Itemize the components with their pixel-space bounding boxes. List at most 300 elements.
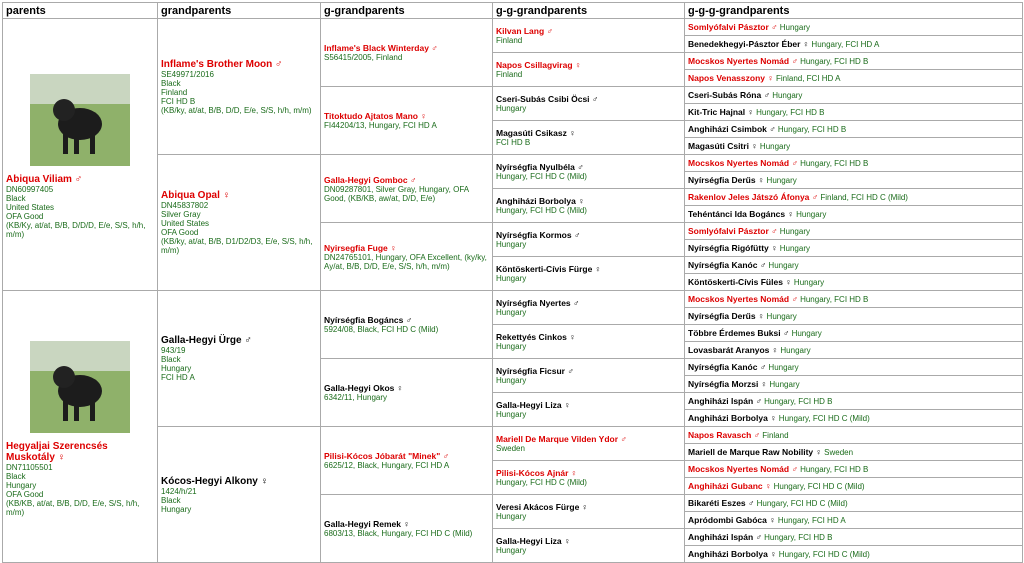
detail-line: (KB/KB, at/at, B/B, D/D, E/e, S/S, h/h, m/m) bbox=[6, 498, 140, 517]
dog-info: Hungary bbox=[777, 22, 810, 32]
dog-info: Hungary, FCI HD C (Mild) bbox=[496, 478, 587, 487]
female-icon: ♀ bbox=[579, 502, 589, 512]
dog-info: Hungary, FCI HD A bbox=[809, 39, 880, 49]
g-g-grandparent-cell bbox=[493, 19, 685, 53]
dog-name[interactable] bbox=[496, 468, 681, 478]
dog-name[interactable] bbox=[688, 192, 818, 202]
g-g-g-grandparent-cell bbox=[685, 325, 1023, 342]
female-icon: ♀ bbox=[785, 208, 794, 219]
female-icon: ♀ bbox=[765, 72, 774, 83]
male-icon: ♂ bbox=[768, 225, 778, 236]
dog-name-text: Nyírségfia Derűs bbox=[688, 174, 756, 185]
male-icon: ♂ bbox=[589, 94, 599, 104]
dog-name-text: Galla-Hegyi Gomboc bbox=[324, 174, 408, 185]
male-icon: ♂ bbox=[757, 259, 767, 270]
dog-info: Finland bbox=[760, 430, 789, 440]
detail-line: Hungary bbox=[6, 480, 37, 490]
dog-name[interactable] bbox=[688, 209, 794, 219]
male-icon: ♂ bbox=[757, 361, 767, 372]
dog-name[interactable] bbox=[688, 243, 778, 253]
female-icon: ♀ bbox=[568, 468, 578, 478]
dog-name[interactable] bbox=[324, 451, 489, 461]
dog-name-text: Tehéntánci Ida Bogáncs bbox=[688, 208, 786, 219]
dog-name-text: Nyírségfia Kormos bbox=[496, 230, 572, 240]
dog-name[interactable] bbox=[496, 94, 681, 104]
grandparent-cell bbox=[158, 155, 321, 291]
g-g-g-grandparent-cell bbox=[685, 138, 1023, 155]
dog-name-text: Galla-Hegyi Okos bbox=[324, 383, 395, 393]
dog-name[interactable] bbox=[324, 383, 489, 393]
dog-name[interactable] bbox=[688, 430, 760, 440]
dog-name-text: Anghiházi Gubanc bbox=[688, 480, 763, 491]
dog-info: Hungary, FCI HD A bbox=[775, 515, 846, 525]
g-grandparent-cell bbox=[321, 291, 493, 359]
female-icon: ♀ bbox=[387, 242, 397, 253]
dog-info: Hungary bbox=[496, 512, 527, 521]
detail-line: Black bbox=[6, 471, 26, 481]
dog-info: Hungary, FCI HD B bbox=[797, 464, 869, 474]
header-row bbox=[3, 3, 1023, 19]
dog-name[interactable] bbox=[324, 243, 489, 253]
dog-name-text: Többre Érdemes Buksi bbox=[688, 327, 781, 338]
g-g-grandparent-cell bbox=[493, 325, 685, 359]
dog-name-text: Hegyaljai Szerencsés Muskotály bbox=[6, 440, 108, 463]
detail-line: (KB/ky, at/at, B/B, D1/D2/D3, E/e, S/S, h/h, m/m) bbox=[161, 237, 313, 255]
female-icon: ♀ bbox=[566, 332, 576, 342]
header-g-grandparents: g-grandparents bbox=[321, 3, 493, 19]
dog-name-text: Lovasbarát Aranyos bbox=[688, 344, 770, 355]
dog-name[interactable] bbox=[324, 175, 489, 185]
dog-info: Hungary, FCI HD B bbox=[761, 396, 833, 406]
dog-details bbox=[6, 463, 154, 517]
g-g-g-grandparent-cell bbox=[685, 257, 1023, 274]
dog-name-text: Inflame's Brother Moon bbox=[161, 58, 273, 70]
female-icon: ♀ bbox=[755, 174, 765, 185]
g-g-g-grandparent-cell bbox=[685, 223, 1023, 240]
g-g-g-grandparent-cell bbox=[685, 121, 1023, 138]
detail-line: 943/19 bbox=[161, 346, 186, 355]
dog-name-text: Cseri-Subás Róna bbox=[688, 89, 762, 100]
dog-name[interactable] bbox=[688, 175, 764, 185]
g-grandparent-cell bbox=[321, 19, 493, 87]
dog-info: Hungary bbox=[767, 379, 800, 389]
dog-name-text: Benedekhegyi-Pásztor Éber bbox=[688, 38, 801, 49]
dog-name[interactable] bbox=[688, 22, 778, 32]
dog-name[interactable] bbox=[688, 379, 767, 389]
g-grandparent-cell bbox=[321, 87, 493, 155]
g-g-grandparent-cell bbox=[493, 359, 685, 393]
female-icon: ♀ bbox=[767, 412, 777, 423]
dog-name[interactable] bbox=[688, 447, 822, 457]
detail-line: FCI HD B bbox=[161, 96, 196, 106]
female-icon: ♀ bbox=[755, 310, 765, 321]
dog-name[interactable] bbox=[496, 162, 681, 172]
dog-name-text: Mariell De Marque Vilden Ydor bbox=[496, 434, 619, 444]
dog-details bbox=[161, 487, 317, 514]
dog-info: Hungary bbox=[496, 308, 527, 317]
dog-name-text: Nyírségfia Rigófütty bbox=[688, 242, 769, 253]
dog-name-text: Napos Venasszony bbox=[688, 72, 766, 83]
dog-name[interactable] bbox=[161, 335, 317, 346]
g-g-g-grandparent-cell bbox=[685, 342, 1023, 359]
dog-name-text: Mocskos Nyertes Nomád bbox=[688, 463, 790, 474]
dog-name[interactable] bbox=[496, 502, 681, 512]
female-icon: ♀ bbox=[813, 446, 822, 457]
grandparent-cell bbox=[158, 291, 321, 427]
dog-info: Finland, FCI HD C (Mild) bbox=[818, 192, 908, 202]
female-icon: ♀ bbox=[762, 480, 772, 491]
dog-name-text: Nyírségfia Kanóc bbox=[688, 259, 758, 270]
male-icon: ♂ bbox=[71, 174, 83, 185]
detail-line: United States bbox=[161, 219, 210, 228]
dog-name[interactable] bbox=[161, 190, 317, 201]
dog-name[interactable] bbox=[688, 294, 798, 304]
dog-name[interactable] bbox=[496, 60, 681, 70]
dog-name-text: Apródombi Gabóca bbox=[688, 514, 767, 525]
g-g-grandparent-cell bbox=[493, 257, 685, 291]
dog-name-text: Rekettyés Cinkos bbox=[496, 332, 567, 342]
dog-name-text: Galla-Hegyi Liza bbox=[496, 536, 562, 546]
detail-line: (KB/ky, at/at, B/B, D/D, E/e, S/S, h/h, m/m) bbox=[161, 105, 312, 115]
male-icon: ♂ bbox=[440, 451, 449, 461]
dog-name-text: Köntöskerti-Cívis Füles bbox=[688, 276, 783, 287]
dog-details bbox=[161, 346, 317, 382]
dog-info: Finland bbox=[496, 70, 523, 79]
g-g-grandparent-cell bbox=[493, 529, 685, 563]
detail-line: SE49971/2016 bbox=[161, 69, 214, 79]
dog-name[interactable] bbox=[688, 481, 771, 491]
dog-name[interactable] bbox=[688, 158, 798, 168]
dog-name[interactable] bbox=[688, 464, 798, 474]
dog-name[interactable] bbox=[688, 532, 762, 542]
dog-name-text: Nyírségfia Ficsur bbox=[496, 366, 565, 376]
female-icon: ♀ bbox=[592, 264, 602, 274]
dog-name-text: Mocskos Nyertes Nomád bbox=[688, 293, 790, 304]
dog-name[interactable] bbox=[324, 519, 489, 529]
detail-line: Silver Gray bbox=[161, 210, 201, 219]
g-g-g-grandparent-cell bbox=[685, 495, 1023, 512]
dog-name-text: Nyirsegfia Fuge bbox=[324, 242, 388, 253]
g-g-grandparent-cell bbox=[493, 223, 685, 257]
male-icon: ♂ bbox=[574, 162, 584, 172]
dog-name-text: Titoktudo Ajtatos Mano bbox=[324, 111, 418, 121]
dog-info: Hungary, FCI HD C (Mild) bbox=[754, 498, 848, 508]
male-icon: ♂ bbox=[745, 497, 755, 508]
dog-name-text: Kócos-Hegyi Alkony bbox=[161, 475, 258, 487]
g-g-g-grandparent-cell bbox=[685, 70, 1023, 87]
dog-name[interactable] bbox=[688, 39, 809, 49]
dog-name[interactable] bbox=[161, 476, 317, 487]
female-icon: ♀ bbox=[54, 451, 66, 463]
dog-name[interactable] bbox=[496, 536, 681, 546]
male-icon: ♂ bbox=[751, 429, 761, 440]
dog-info: DN09287801, Silver Gray, Hungary, OFA Good, (KB/KB, aw/at, D/D, E/e) bbox=[324, 184, 469, 203]
dog-info: Hungary, FCI HD C (Mild) bbox=[771, 481, 865, 491]
table-row bbox=[3, 291, 1023, 308]
g-g-g-grandparent-cell bbox=[685, 19, 1023, 36]
g-g-g-grandparent-cell bbox=[685, 274, 1023, 291]
dog-name-text: Mocskos Nyertes Nomád bbox=[688, 157, 790, 168]
g-g-g-grandparent-cell bbox=[685, 308, 1023, 325]
g-g-grandparent-cell bbox=[493, 291, 685, 325]
detail-line: United States bbox=[6, 203, 55, 212]
detail-line: Black bbox=[161, 78, 181, 88]
dog-name[interactable] bbox=[688, 413, 777, 423]
dog-name-text: Galla-Hegyi Ürge bbox=[161, 335, 242, 346]
dog-name[interactable] bbox=[688, 345, 778, 355]
g-g-g-grandparent-cell bbox=[685, 104, 1023, 121]
g-g-grandparent-cell bbox=[493, 495, 685, 529]
male-icon: ♂ bbox=[753, 531, 762, 542]
dog-info: Hungary bbox=[777, 226, 810, 236]
g-g-g-grandparent-cell bbox=[685, 53, 1023, 70]
dog-name[interactable] bbox=[688, 73, 774, 83]
female-icon: ♀ bbox=[767, 548, 777, 559]
g-g-g-grandparent-cell bbox=[685, 172, 1023, 189]
dog-info: 6625/12, Black, Hungary, FCI HD A bbox=[324, 461, 450, 470]
dog-name[interactable] bbox=[688, 277, 792, 287]
dog-info: Hungary, FCI HD C (Mild) bbox=[776, 549, 870, 559]
g-g-g-grandparent-cell bbox=[685, 529, 1023, 546]
dog-info: Hungary bbox=[766, 260, 799, 270]
dog-name-text: Galla-Hegyi Remek bbox=[324, 519, 402, 529]
dog-name[interactable] bbox=[496, 400, 681, 410]
g-g-g-grandparent-cell bbox=[685, 512, 1023, 529]
dog-name-text: Anghiházi Borbolya bbox=[688, 548, 768, 559]
g-g-g-grandparent-cell bbox=[685, 240, 1023, 257]
dog-name[interactable] bbox=[688, 90, 770, 100]
dog-name-text: Nyírségfia Derűs bbox=[688, 310, 756, 321]
header-grandparents: grandparents bbox=[158, 3, 321, 19]
detail-line: Finland bbox=[161, 87, 188, 97]
dog-name-text: Mocskos Nyertes Nomád bbox=[688, 55, 790, 66]
dog-name[interactable] bbox=[688, 124, 776, 134]
dog-name-text: Anghiházi Borbolya bbox=[688, 412, 768, 423]
dog-name[interactable] bbox=[496, 264, 681, 274]
g-g-g-grandparent-cell bbox=[685, 410, 1023, 427]
female-icon: ♀ bbox=[745, 106, 754, 117]
dog-info: Finland, FCI HD A bbox=[773, 73, 841, 83]
g-g-g-grandparent-cell bbox=[685, 444, 1023, 461]
header-g-g-grandparents: g-g-grandparents bbox=[493, 3, 685, 19]
male-icon: ♂ bbox=[766, 123, 776, 134]
dog-name-text: Kit-Tric Hajnal bbox=[688, 106, 746, 117]
female-icon: ♀ bbox=[219, 190, 231, 201]
female-icon: ♀ bbox=[566, 128, 576, 138]
dog-info: Hungary, FCI HD B bbox=[797, 56, 869, 66]
dog-name[interactable] bbox=[496, 298, 681, 308]
dog-info: Finland bbox=[496, 36, 523, 45]
dog-name-text: Somlyófalvi Pásztor bbox=[688, 21, 769, 32]
dog-info: Hungary bbox=[778, 345, 811, 355]
dog-name[interactable] bbox=[688, 311, 764, 321]
dog-name[interactable] bbox=[161, 59, 317, 70]
dog-photo-icon bbox=[30, 341, 130, 433]
male-icon: ♂ bbox=[428, 43, 438, 53]
detail-line: Black bbox=[6, 194, 26, 203]
dog-name-text: Nyírségfia Kanóc bbox=[688, 361, 758, 372]
g-g-g-grandparent-cell bbox=[685, 478, 1023, 495]
dog-name-text: Abiqua Opal bbox=[161, 190, 220, 201]
g-g-g-grandparent-cell bbox=[685, 36, 1023, 53]
female-icon: ♀ bbox=[748, 140, 758, 151]
detail-line: DN45837802 bbox=[161, 201, 209, 210]
dog-info: Hungary bbox=[496, 104, 527, 113]
dog-name-text: Köntöskerti-Cívis Fürge bbox=[496, 264, 593, 274]
dog-name-text: Somlyófalvi Pásztor bbox=[688, 225, 769, 236]
dog-name-text: Pilisi-Kócos Jóbarát "Minek" bbox=[324, 451, 441, 461]
male-icon: ♂ bbox=[570, 298, 580, 308]
g-g-g-grandparent-cell bbox=[685, 461, 1023, 478]
table-row bbox=[3, 19, 1023, 36]
dog-name[interactable] bbox=[324, 315, 489, 325]
dog-name[interactable] bbox=[496, 366, 681, 376]
dog-info: S56415/2005, Finland bbox=[324, 53, 403, 62]
g-g-grandparent-cell bbox=[493, 155, 685, 189]
dog-name[interactable] bbox=[688, 56, 798, 66]
dog-info: Hungary bbox=[757, 141, 791, 151]
dog-name-text: Nyírségfia Morzsi bbox=[688, 378, 759, 389]
header-g-g-g-grandparents: g-g-g-grandparents bbox=[685, 3, 1023, 19]
dog-name[interactable] bbox=[688, 107, 754, 117]
dog-info: Hungary, FCI HD B bbox=[753, 107, 825, 117]
dog-details bbox=[161, 201, 317, 255]
dog-name-text: Nyírségfia Nyulbéla bbox=[496, 162, 575, 172]
dog-info: Hungary bbox=[766, 362, 799, 372]
detail-line: FCI HD A bbox=[161, 373, 195, 382]
dog-info: Hungary, FCI HD B bbox=[761, 532, 833, 542]
dog-info: Hungary bbox=[496, 546, 527, 555]
g-g-g-grandparent-cell bbox=[685, 291, 1023, 308]
g-g-g-grandparent-cell bbox=[685, 359, 1023, 376]
female-icon: ♀ bbox=[782, 276, 792, 287]
dog-name[interactable] bbox=[496, 26, 681, 36]
male-icon: ♂ bbox=[544, 26, 553, 36]
g-g-grandparent-cell bbox=[493, 461, 685, 495]
parent-cell bbox=[3, 291, 158, 563]
dog-name[interactable] bbox=[324, 111, 489, 121]
detail-line: DN71105501 bbox=[6, 462, 53, 472]
dog-name-text: Kilvan Lang bbox=[496, 26, 545, 36]
detail-line: Black bbox=[161, 495, 181, 505]
male-icon: ♂ bbox=[780, 327, 790, 338]
g-g-g-grandparent-cell bbox=[685, 206, 1023, 223]
dog-name[interactable] bbox=[688, 549, 777, 559]
dog-info: Hungary, FCI HD C (Mild) bbox=[496, 172, 587, 181]
detail-line: 1424/h/21 bbox=[161, 486, 197, 496]
dog-name[interactable] bbox=[688, 328, 789, 338]
dog-name[interactable] bbox=[6, 174, 154, 185]
dog-info: Hungary bbox=[496, 342, 527, 351]
female-icon: ♀ bbox=[768, 242, 778, 253]
dog-info: Hungary bbox=[496, 274, 527, 283]
dog-name[interactable] bbox=[688, 396, 762, 406]
dog-name-text: Napos Ravasch bbox=[688, 429, 752, 440]
dog-name[interactable] bbox=[496, 230, 681, 240]
male-icon: ♂ bbox=[618, 434, 627, 444]
dog-info: Hungary bbox=[777, 243, 810, 253]
female-icon: ♀ bbox=[561, 536, 571, 546]
dog-name[interactable] bbox=[688, 226, 778, 236]
dog-name[interactable] bbox=[496, 128, 681, 138]
dog-name-text: Galla-Hegyi Liza bbox=[496, 400, 562, 410]
dog-info: Hungary, FCI HD C (Mild) bbox=[776, 413, 870, 423]
parent-cell bbox=[3, 19, 158, 291]
female-icon: ♀ bbox=[769, 344, 779, 355]
dog-name[interactable] bbox=[496, 196, 681, 206]
dog-name-text: Rakenlov Jeles Játszó Áfonya bbox=[688, 191, 810, 202]
dog-name[interactable] bbox=[688, 141, 758, 151]
dog-name-text: Magasúti Csitri bbox=[688, 140, 749, 151]
dog-details bbox=[161, 70, 317, 115]
dog-photo-icon bbox=[30, 74, 130, 166]
detail-line: Black bbox=[161, 355, 181, 364]
grandparent-cell bbox=[158, 427, 321, 563]
dog-info: FCI HD B bbox=[496, 138, 531, 147]
g-g-g-grandparent-cell bbox=[685, 376, 1023, 393]
dog-name[interactable] bbox=[688, 260, 766, 270]
dog-name-text: Anghiházi Ispán bbox=[688, 531, 754, 542]
detail-line: OFA Good bbox=[6, 489, 44, 499]
male-icon: ♂ bbox=[407, 174, 417, 185]
detail-line: Hungary bbox=[161, 364, 192, 373]
dog-info: 6803/13, Black, Hungary, FCI HD C (Mild) bbox=[324, 529, 473, 538]
dog-info: FI44204/13, Hungary, FCI HD A bbox=[324, 121, 437, 130]
g-g-grandparent-cell bbox=[493, 393, 685, 427]
dog-info: Hungary bbox=[789, 328, 822, 338]
dog-name-text: Bikaréti Eszes bbox=[688, 497, 746, 508]
dog-name[interactable] bbox=[496, 434, 681, 444]
dog-info: Sweden bbox=[496, 444, 525, 453]
g-g-g-grandparent-cell bbox=[685, 189, 1023, 206]
g-grandparent-cell bbox=[321, 427, 493, 495]
male-icon: ♂ bbox=[241, 335, 252, 346]
dog-name[interactable] bbox=[688, 515, 776, 525]
g-g-grandparent-cell bbox=[493, 427, 685, 461]
g-grandparent-cell bbox=[321, 223, 493, 291]
male-icon: ♂ bbox=[571, 230, 581, 240]
dog-name-text: Inflame's Black Winterday bbox=[324, 43, 429, 53]
g-g-grandparent-cell bbox=[493, 121, 685, 155]
dog-info: Hungary bbox=[496, 410, 527, 419]
male-icon: ♂ bbox=[761, 89, 770, 100]
dog-name[interactable] bbox=[688, 362, 766, 372]
dog-info: Hungary bbox=[496, 376, 527, 385]
dog-name[interactable] bbox=[324, 43, 489, 53]
detail-line: OFA Good bbox=[161, 228, 199, 237]
dog-name[interactable] bbox=[688, 498, 754, 508]
dog-info: Hungary bbox=[764, 175, 797, 185]
dog-name-text: Anghiházi Csimbok bbox=[688, 123, 767, 134]
dog-info: Hungary bbox=[764, 311, 797, 321]
dog-info: Hungary bbox=[769, 90, 803, 100]
g-g-g-grandparent-cell bbox=[685, 155, 1023, 172]
dog-info: Sweden bbox=[821, 447, 854, 457]
dog-name-text: Napos Csillagvirag bbox=[496, 60, 573, 70]
g-grandparent-cell bbox=[321, 359, 493, 427]
male-icon: ♂ bbox=[809, 191, 819, 202]
dog-name[interactable] bbox=[496, 332, 681, 342]
dog-name-text: Magasúti Csikasz bbox=[496, 128, 567, 138]
grandparent-cell bbox=[158, 19, 321, 155]
male-icon: ♂ bbox=[789, 463, 798, 474]
female-icon: ♀ bbox=[575, 196, 585, 206]
dog-name[interactable] bbox=[6, 441, 154, 463]
dog-name-text: Nyírségfia Bogáncs bbox=[324, 315, 404, 325]
female-icon: ♀ bbox=[257, 475, 269, 487]
header-parents: parents bbox=[3, 3, 158, 19]
dog-name-text: Nyírségfia Nyertes bbox=[496, 298, 571, 308]
